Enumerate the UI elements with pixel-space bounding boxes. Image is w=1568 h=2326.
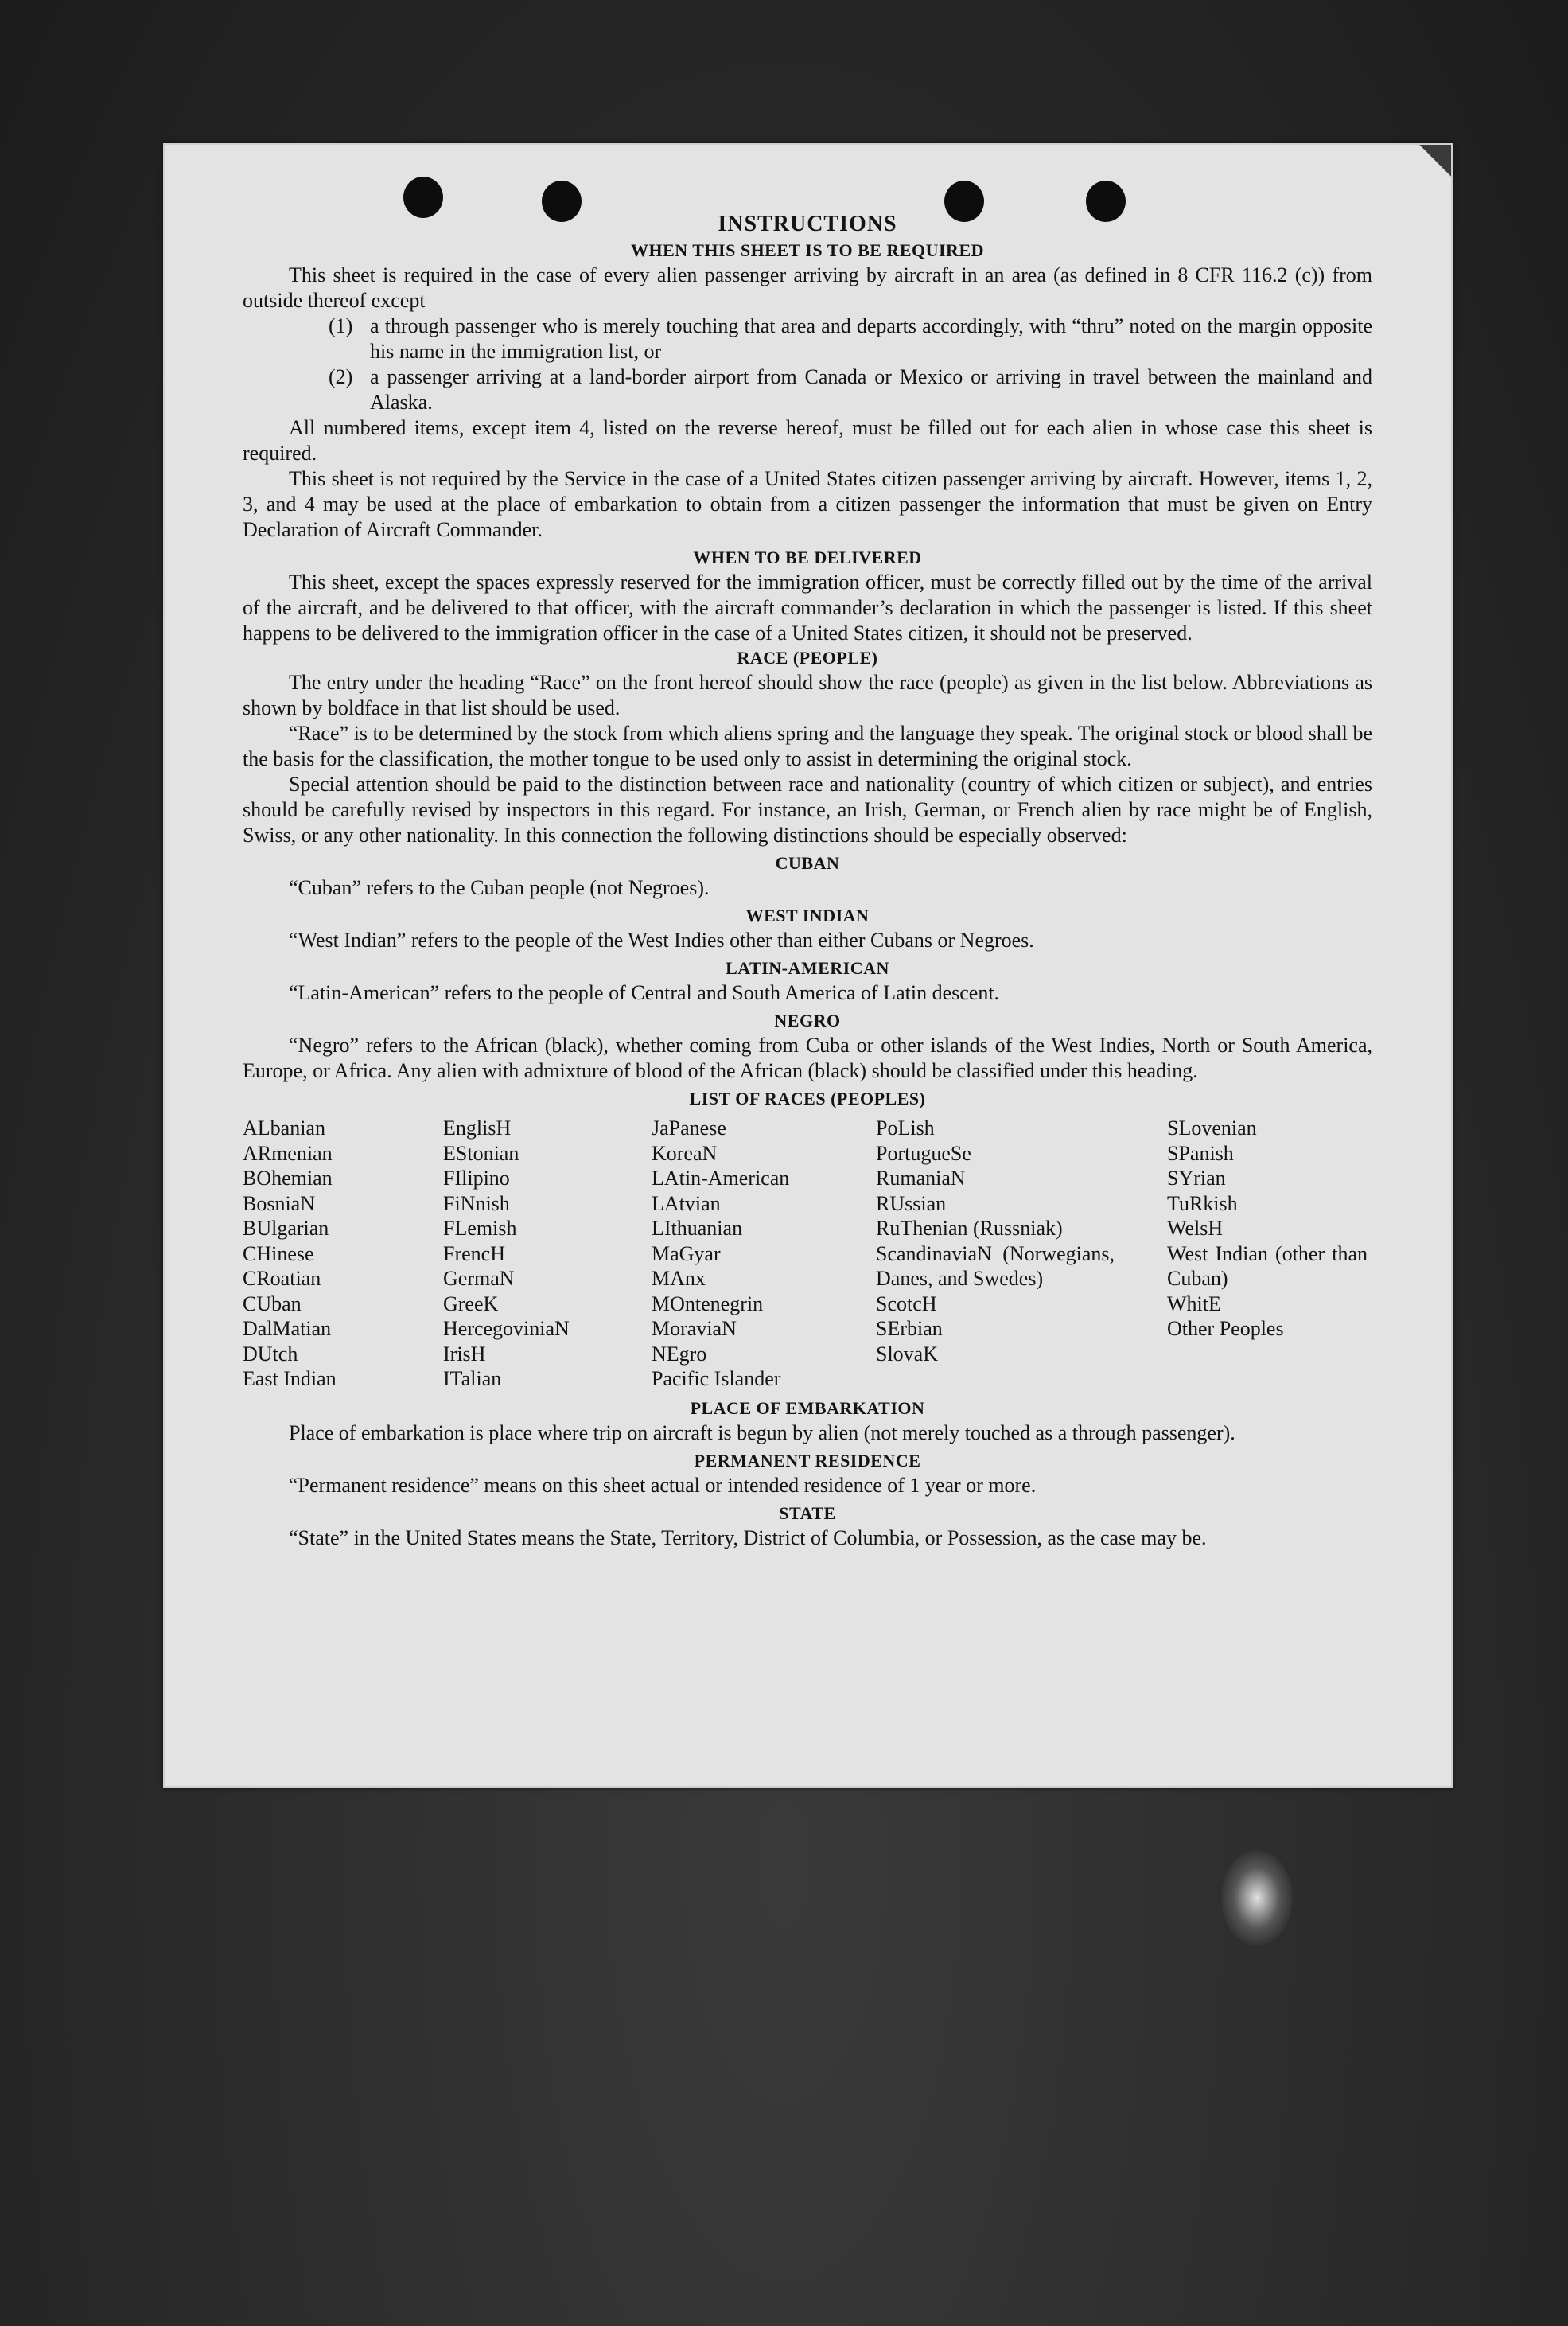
- race-entry: FiNnish: [443, 1191, 510, 1215]
- section-heading-when-delivered: WHEN TO BE DELIVERED: [693, 547, 922, 567]
- section-heading-embarkation: PLACE OF EMBARKATION: [690, 1397, 925, 1418]
- light-glare: [1221, 1850, 1293, 1946]
- race-entry: HercegoviniaN: [443, 1317, 570, 1340]
- item-number: (1): [329, 314, 353, 337]
- races-column: [876, 1116, 1167, 1392]
- race-entry: FIlipino: [443, 1167, 510, 1190]
- race-entry: CRoatian: [243, 1267, 321, 1290]
- item-text: a through passenger who is merely touching that area and departs accordingly, with “thru” noted on the margin opposite his name in the immigration list, or: [370, 314, 1372, 363]
- section-heading-cuban: CUBAN: [775, 853, 840, 873]
- race-entry: LAtin-American: [652, 1167, 790, 1190]
- races-column: [1167, 1116, 1372, 1392]
- race-entry: LAtvian: [652, 1191, 721, 1215]
- race-entry: PortugueSe: [876, 1141, 971, 1165]
- race-entry: WhitE: [1167, 1292, 1221, 1315]
- sheet-content: [243, 210, 1372, 1551]
- paragraph: Special attention should be paid to the distinction between race and nationality (country of which citizen or subject), and entries should be carefully revised by inspectors in this regard. For instance, an Irish, German, or French alien by race might be of English, Swiss, or any other nationality. In this connection the following distinctions should be especially observed:: [243, 773, 1372, 847]
- races-column: [443, 1116, 652, 1392]
- race-entry: ARmenian: [243, 1141, 333, 1165]
- paragraph: “Negro” refers to the African (black), whether coming from Cuba or other islands of the West Indies, North or South America, Europe, or Africa. Any alien with admixture of blood of the African (black) should be classified under this heading.: [243, 1034, 1372, 1082]
- race-entry: GreeK: [443, 1292, 499, 1315]
- race-entry: West Indian (other than Cuban): [1167, 1241, 1368, 1290]
- race-entry: MAnx: [652, 1267, 706, 1290]
- race-entry: EnglisH: [443, 1116, 512, 1140]
- race-entry: LIthuanian: [652, 1217, 743, 1240]
- numbered-item: [329, 364, 1372, 415]
- race-entry: SYrian: [1167, 1167, 1226, 1190]
- race-entry: SLovenian: [1167, 1116, 1257, 1140]
- race-entry: RumaniaN: [876, 1167, 966, 1190]
- race-entry: Other Peoples: [1167, 1317, 1284, 1340]
- section-heading-permanent-residence: PERMANENT RESIDENCE: [694, 1450, 921, 1471]
- races-table: [243, 1116, 1372, 1392]
- paragraph: The entry under the heading “Race” on the front hereof should show the race (people) as given in the list below. Abbreviations as shown by boldface in that list should be used.: [243, 671, 1372, 719]
- section-heading-list-of-races: LIST OF RACES (PEOPLES): [689, 1089, 926, 1108]
- race-entry: ScandinaviaN (Norwegians, Danes, and Swedes): [876, 1241, 1115, 1290]
- race-entry: FLemish: [443, 1217, 517, 1240]
- paragraph: “State” in the United States means the State, Territory, District of Columbia, or Possession, as the case may be.: [289, 1525, 1207, 1549]
- race-entry: TuRkish: [1167, 1191, 1238, 1215]
- instruction-sheet: [163, 143, 1453, 1788]
- race-entry: IrisH: [443, 1342, 486, 1366]
- race-entry: MoraviaN: [652, 1317, 737, 1340]
- race-entry: NEgro: [652, 1342, 707, 1366]
- race-entry: EStonian: [443, 1141, 519, 1165]
- race-entry: SErbian: [876, 1317, 943, 1340]
- section-heading-latin-american: LATIN-AMERICAN: [726, 958, 889, 978]
- section-heading-state: STATE: [779, 1502, 836, 1523]
- paragraph: This sheet is not required by the Service in the case of a United States citizen passenger arriving by aircraft. However, items 1, 2, 3, and 4 may be used at the place of embarkation to obtain from a citizen passenger the information that must be given on Entry Declaration of Aircraft Commander.: [243, 467, 1372, 541]
- section-heading-race: RACE (PEOPLE): [737, 648, 878, 668]
- race-entry: CHinese: [243, 1241, 314, 1265]
- race-entry: KoreaN: [652, 1141, 718, 1165]
- race-entry: WelsH: [1167, 1217, 1224, 1240]
- item-number: (2): [329, 365, 353, 388]
- race-entry: PoLish: [876, 1116, 935, 1140]
- race-entry: BOhemian: [243, 1167, 333, 1190]
- race-entry: ALbanian: [243, 1116, 325, 1140]
- race-entry: DUtch: [243, 1342, 298, 1366]
- item-text: a passenger arriving at a land-border airport from Canada or Mexico or arriving in travel between the mainland and Alaska.: [370, 365, 1372, 414]
- paragraph: All numbered items, except item 4, listed on the reverse hereof, must be filled out for each alien in whose case this sheet is required.: [243, 416, 1372, 465]
- race-entry: CUban: [243, 1292, 302, 1315]
- races-column: [243, 1116, 443, 1392]
- race-entry: Pacific Islander: [652, 1367, 781, 1390]
- paragraph: “Latin-American” refers to the people of Central and South America of Latin descent.: [289, 981, 1000, 1004]
- corner-tear: [1403, 145, 1451, 201]
- race-entry: GermaN: [443, 1267, 515, 1290]
- race-entry: MOntenegrin: [652, 1292, 764, 1315]
- paragraph: “Permanent residence” means on this sheet actual or intended residence of 1 year or more.: [289, 1473, 1037, 1497]
- race-entry: ScotcH: [876, 1292, 937, 1315]
- section-heading-negro: NEGRO: [774, 1011, 841, 1031]
- paragraph: This sheet, except the spaces expressly reserved for the immigration officer, must be correctly filled out by the time of the arrival of the aircraft, and be delivered to that officer, with the aircraft commander’s declaration in which the passenger is listed. If this sheet happens to be delivered to the immigration officer in the case of a United States citizen, it should not be preserved.: [243, 571, 1372, 645]
- paragraph: “Race” is to be determined by the stock from which aliens spring and the language they speak. The original stock or blood shall be the basis for the classification, the mother tongue to be used only to assist in determining the original stock.: [243, 722, 1372, 770]
- race-entry: East Indian: [243, 1367, 337, 1390]
- numbered-item: [329, 314, 1372, 364]
- race-entry: BUlgarian: [243, 1217, 329, 1240]
- section-heading-when-required: WHEN THIS SHEET IS TO BE REQUIRED: [630, 240, 985, 260]
- race-entry: RuThenian (Russniak): [876, 1217, 1063, 1240]
- race-entry: DalMatian: [243, 1317, 332, 1340]
- race-entry: RUssian: [876, 1191, 947, 1215]
- race-entry: SPanish: [1167, 1141, 1234, 1165]
- section-heading-west-indian: WEST INDIAN: [745, 906, 870, 925]
- race-entry: ITalian: [443, 1367, 502, 1390]
- race-entry: FrencH: [443, 1241, 505, 1265]
- race-entry: MaGyar: [652, 1241, 721, 1265]
- paragraph: “West Indian” refers to the people of the West Indies other than either Cubans or Negroes.: [289, 929, 1034, 952]
- race-entry: JaPanese: [652, 1116, 726, 1140]
- paragraph: “Cuban” refers to the Cuban people (not Negroes).: [289, 876, 710, 899]
- race-entry: BosniaN: [243, 1191, 315, 1215]
- race-entry: SlovaK: [876, 1342, 938, 1366]
- page-title: INSTRUCTIONS: [718, 212, 897, 236]
- races-column: [652, 1116, 876, 1392]
- paragraph: This sheet is required in the case of every alien passenger arriving by aircraft in an area (as defined in 8 CFR 116.2 (c)) from outside thereof except: [243, 263, 1372, 312]
- paragraph: Place of embarkation is place where trip on aircraft is begun by alien (not merely touched as a through passenger).: [289, 1420, 1235, 1444]
